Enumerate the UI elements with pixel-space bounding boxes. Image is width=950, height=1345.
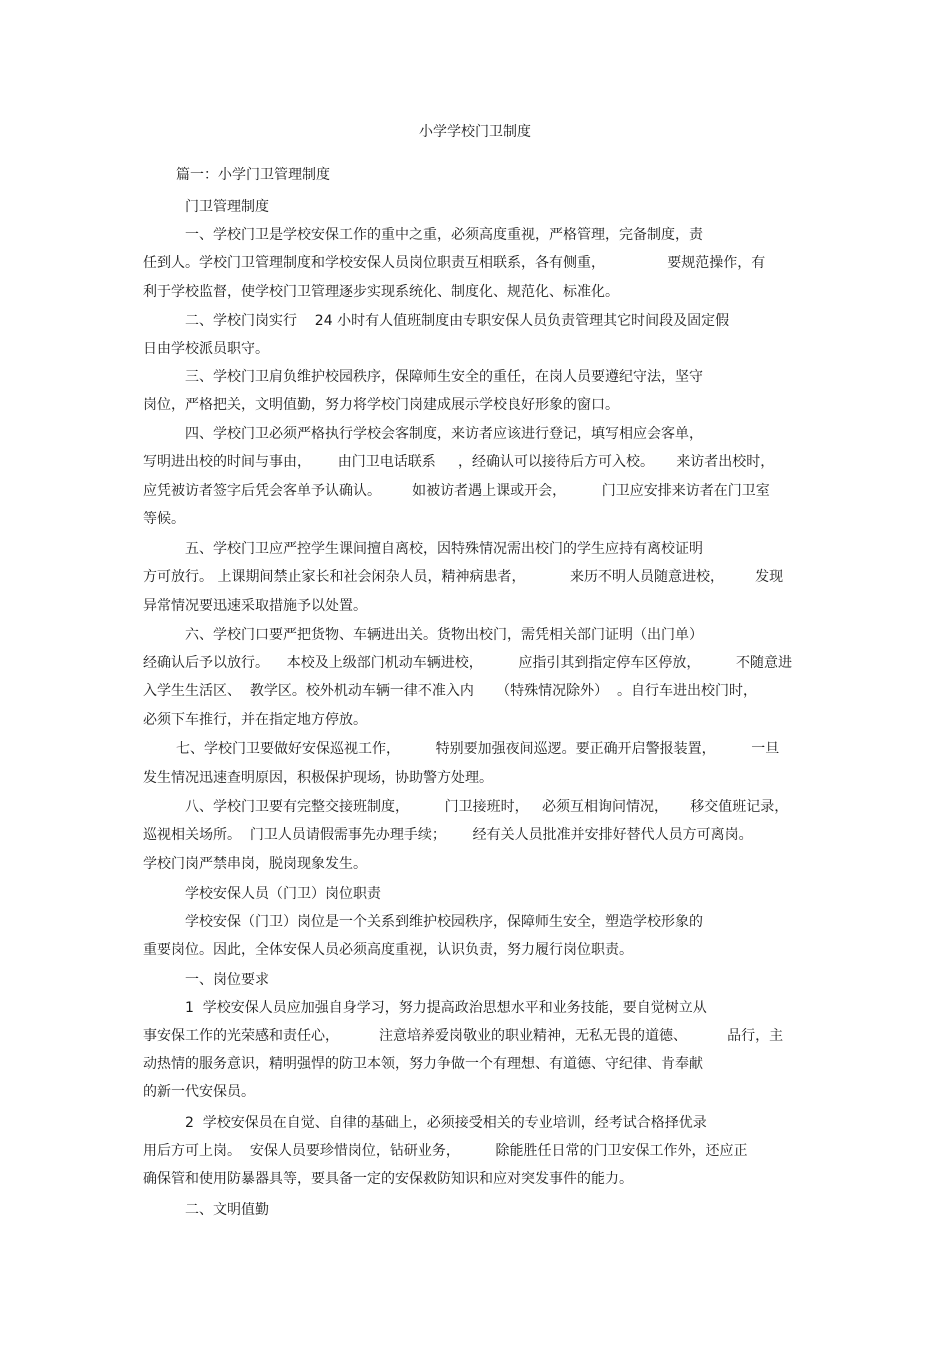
paragraph-line: 利于学校监督，使学校门卫管理逐步实现系统化、制度化、规范化、标准化。 [143, 284, 619, 300]
paragraph-line: 八、学校门卫要有完整交接班制度， 门卫接班时， 必须互相询问情况， 移交值班记录， [185, 799, 789, 815]
paragraph-line: 2 学校安保员在自觉、自律的基础上，必须接受相关的专业培训，经考试合格择优录 [185, 1115, 707, 1131]
paragraph-line: 任到人。学校门卫管理制度和学校安保人员岗位职责互相联系，各有侧重， 要规范操作，有 [143, 255, 766, 271]
paragraph-line: 重要岗位。因此，全体安保人员必须高度重视，认识负责，努力履行岗位职责。 [143, 942, 633, 958]
paragraph-line: 三、学校门卫肩负维护校园秩序，保障师生安全的重任，在岗人员要遵纪守法，坚守 [185, 369, 703, 385]
subsection-heading: 一、岗位要求 [185, 972, 269, 988]
paragraph-line: 岗位，严格把关，文明值勤，努力将学校门岗建成展示学校良好形象的窗口。 [143, 397, 619, 413]
paragraph-line: 方可放行。 上课期间禁止家长和社会闲杂人员，精神病患者， 来历不明人员随意进校， 发现 [143, 569, 784, 585]
subsection-heading: 学校安保人员（门卫）岗位职责 [185, 886, 381, 902]
paragraph-line: 四、学校门卫必须严格执行学校会客制度，来访者应该进行登记，填写相应会客单， [185, 426, 703, 442]
paragraph-line: 经确认后予以放行。 本校及上级部门机动车辆进校， 应指引其到指定停车区停放， 不随意进 [143, 655, 793, 671]
paragraph-line: 写明进出校的时间与事由， 由门卫电话联系 ，经确认可以接待后方可入校。 来访者出校时， [143, 454, 775, 470]
subsection-heading: 二、文明值勤 [185, 1202, 269, 1218]
paragraph-line: 日由学校派员职守。 [143, 341, 269, 357]
paragraph-line: 用后方可上岗。 安保人员要珍惜岗位，钻研业务， 除能胜任日常的门卫安保工作外，还应正 [143, 1143, 748, 1159]
paragraph-line: 动热情的服务意识，精明强悍的防卫本领，努力争做一个有理想、有道德、守纪律、肯奉献 [143, 1056, 703, 1072]
paragraph-line: 学校门岗严禁串岗，脱岗现象发生。 [143, 856, 367, 872]
paragraph-line: 入学生生活区、 教学区。校外机动车辆一律不准入内 （特殊情况除外） 。自行车进出校门时， [143, 683, 758, 699]
section-heading: 篇一：小学门卫管理制度 [176, 167, 330, 183]
paragraph-line: 等候。 [143, 511, 185, 527]
paragraph-line: 七、学校门卫要做好安保巡视工作， 特别要加强夜间巡逻。要正确开启警报装置， 一旦 [176, 741, 780, 757]
paragraph-line: 的新一代安保员。 [143, 1084, 255, 1100]
paragraph-line: 巡视相关场所。 门卫人员请假需事先办理手续； 经有关人员批准并安排好替代人员方可离岗。 [143, 827, 753, 843]
subsection-heading: 门卫管理制度 [185, 199, 269, 215]
paragraph-line: 必须下车推行，并在指定地方停放。 [143, 712, 367, 728]
paragraph-line: 应凭被访者签字后凭会客单予认确认。 如被访者遇上课或开会， 门卫应安排来访者在门卫室 [143, 483, 770, 499]
paragraph-line: 一、学校门卫是学校安保工作的重中之重，必须高度重视，严格管理，完备制度，责 [185, 227, 703, 243]
paragraph-line: 二、学校门岗实行 24 小时有人值班制度由专职安保人员负责管理其它时间段及固定假 [185, 313, 730, 329]
paragraph-line: 确保管和使用防暴器具等，要具备一定的安保救防知识和应对突发事件的能力。 [143, 1171, 633, 1187]
paragraph-line: 1 学校安保人员应加强自身学习，努力提高政治思想水平和业务技能，要自觉树立从 [185, 1000, 707, 1016]
paragraph-line: 五、学校门卫应严控学生课间擅自离校，因特殊情况需出校门的学生应持有离校证明 [185, 541, 703, 557]
document-title: 小学学校门卫制度 [419, 124, 531, 140]
paragraph-line: 发生情况迅速查明原因，积极保护现场，协助警方处理。 [143, 770, 493, 786]
paragraph-line: 事安保工作的光荣感和责任心， 注意培养爱岗敬业的职业精神，无私无畏的道德、 品行，主 [143, 1028, 784, 1044]
paragraph-line: 六、学校门口要严把货物、车辆进出关。货物出校门，需凭相关部门证明（出门单） [185, 627, 703, 643]
paragraph-line: 学校安保（门卫）岗位是一个关系到维护校园秩序，保障师生安全，塑造学校形象的 [185, 914, 703, 930]
paragraph-line: 异常情况要迅速采取措施予以处置。 [143, 598, 367, 614]
